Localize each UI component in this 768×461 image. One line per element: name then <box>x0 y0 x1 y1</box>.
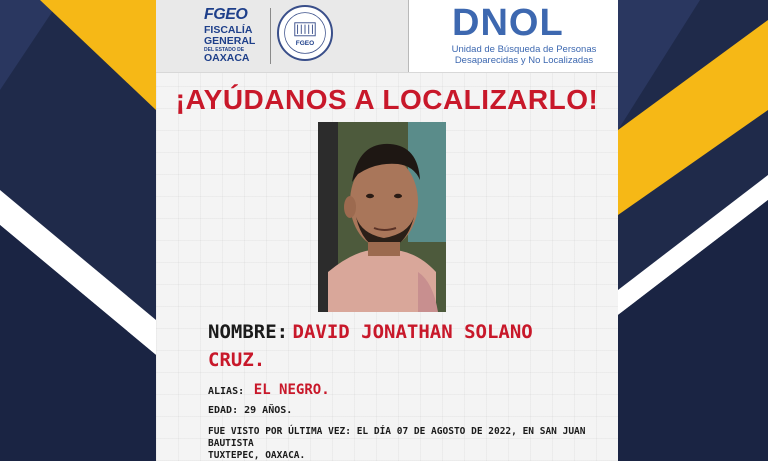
dnol-subtitle-line1: Unidad de Búsqueda de Personas <box>451 44 597 55</box>
missing-person-poster <box>156 0 618 461</box>
dnol-subtitle <box>439 44 609 66</box>
name-field <box>208 318 608 374</box>
dnol-logo: DNOL <box>452 2 564 44</box>
person-photo <box>318 122 446 312</box>
fiscalia-small: DEL ESTADO DE <box>204 47 245 53</box>
fgeo-seal-icon <box>277 5 333 61</box>
name-value-line2: CRUZ. <box>208 349 266 371</box>
fiscalia-wordmark <box>204 25 274 64</box>
fgeo-logo: FGEO <box>204 6 248 23</box>
alias-label: ALIAS: <box>208 386 245 397</box>
last-seen-line1: FUE VISTO POR ÚLTIMA VEZ: EL DÍA 07 DE AGOSTO DE 2022, EN SAN JUAN BAUTISTA <box>208 426 586 449</box>
fiscalia-line2: GENERAL <box>204 35 256 47</box>
alias-value: EL NEGRO. <box>253 382 330 398</box>
fiscalia-line3: OAXACA <box>204 52 250 64</box>
header-divider <box>408 0 409 72</box>
poster-header <box>156 0 618 73</box>
last-seen-field <box>208 426 588 461</box>
name-value-line1: DAVID JONATHAN SOLANO <box>292 321 533 343</box>
fiscalia-line1: FISCALÍA <box>204 24 253 36</box>
dnol-subtitle-line2: Desaparecidas y No Localizadas <box>454 55 594 66</box>
header-separator <box>270 8 271 64</box>
age-field: EDAD: 29 AÑOS. <box>208 405 293 416</box>
seal-text: FGEO <box>295 40 315 48</box>
last-seen-line2: TUXTEPEC, OAXACA. <box>208 450 306 461</box>
poster-headline: ¡AYÚDANOS A LOCALIZARLO! <box>175 84 599 115</box>
alias-field <box>208 379 608 398</box>
name-label: NOMBRE: <box>208 321 289 343</box>
